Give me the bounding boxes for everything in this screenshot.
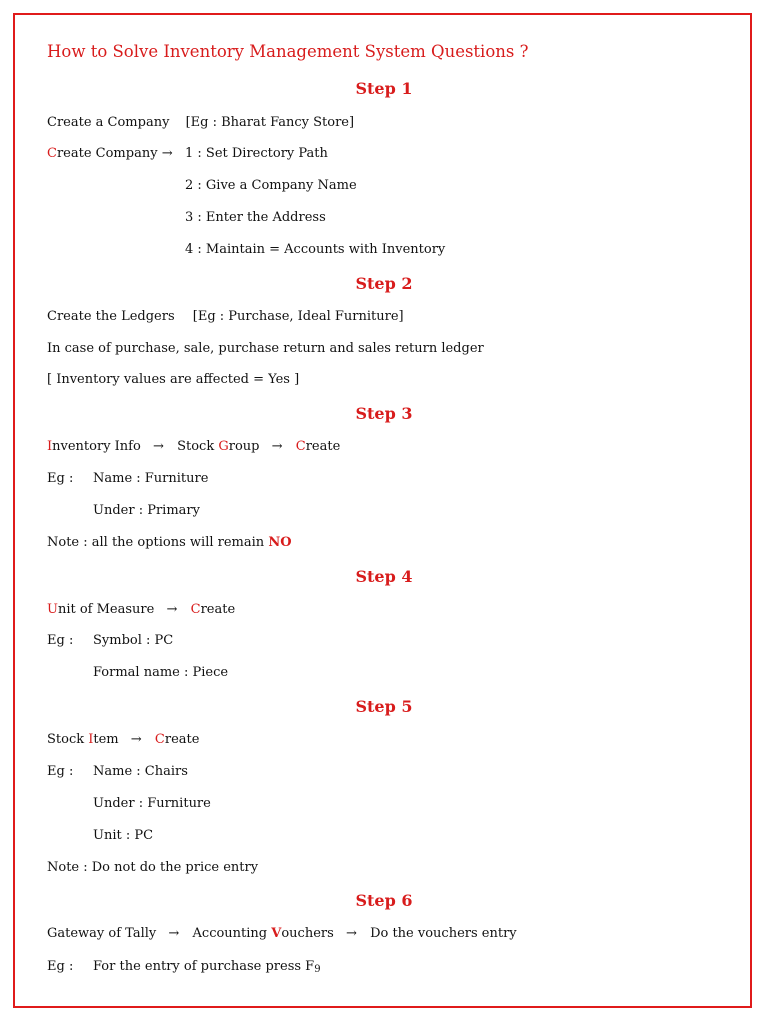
step-5-unit: Unit : PC xyxy=(93,828,154,843)
step-6-f9-subscript: 9 xyxy=(314,964,321,975)
arrow-right-icon: → xyxy=(271,439,283,454)
step-4-text: reate xyxy=(200,602,236,617)
arrow-right-icon: → xyxy=(168,926,180,941)
step-2-text: Create the Ledgers xyxy=(47,309,175,324)
step-5-text: tem xyxy=(93,732,119,747)
step-4-highlight: U xyxy=(47,602,58,617)
step-1-item-3: 3 : Enter the Address xyxy=(185,210,326,225)
step-4-heading: Step 4 xyxy=(355,567,413,586)
step-6-heading: Step 6 xyxy=(355,891,413,910)
arrow-right-icon: → xyxy=(130,732,142,747)
step-1-text: reate Company xyxy=(56,146,158,161)
step-3-eg-label: Eg : xyxy=(47,471,74,486)
step-6-text: For the entry of purchase press F xyxy=(93,959,315,974)
page-title: How to Solve Inventory Management System Questions ? xyxy=(47,42,529,61)
step-1-line-2 xyxy=(47,146,174,161)
step-3-highlight: G xyxy=(218,439,229,454)
step-5-highlight: C xyxy=(154,732,165,747)
step-1-item-1: 1 : Set Directory Path xyxy=(185,146,328,161)
step-6-text: ouchers xyxy=(281,926,334,941)
step-6-eg-label: Eg : xyxy=(47,959,74,974)
step-4-symbol: Symbol : PC xyxy=(93,633,174,648)
step-3-under: Under : Primary xyxy=(93,503,200,518)
step-4-line-1 xyxy=(47,602,235,617)
step-5-text: reate xyxy=(164,732,200,747)
step-1-heading: Step 1 xyxy=(355,79,413,98)
step-3-heading: Step 3 xyxy=(355,404,413,423)
step-5-note: Note : Do not do the price entry xyxy=(47,860,259,875)
step-3-line-1 xyxy=(47,439,340,454)
step-4-eg-label: Eg : xyxy=(47,633,74,648)
step-1-example: [Eg : Bharat Fancy Store] xyxy=(185,115,355,130)
step-2-line-1 xyxy=(47,309,404,324)
step-1-line-1 xyxy=(47,115,354,130)
step-1-highlight: C xyxy=(47,146,57,161)
step-3-name: Name : Furniture xyxy=(93,471,209,486)
arrow-right-icon: → xyxy=(161,146,173,161)
step-3-highlight: I xyxy=(47,439,53,454)
step-6-highlight: V xyxy=(271,926,282,941)
step-5-highlight: I xyxy=(88,732,94,747)
step-6-purchase-entry xyxy=(93,959,321,975)
step-1-item-2: 2 : Give a Company Name xyxy=(185,178,357,193)
step-3-text: roup xyxy=(228,439,260,454)
step-4-text: nit of Measure xyxy=(57,602,155,617)
step-2-heading: Step 2 xyxy=(355,274,413,293)
step-3-note-no: NO xyxy=(268,535,292,550)
step-3-text: Stock xyxy=(177,439,219,454)
step-6-text: Do the vouchers entry xyxy=(370,926,517,941)
step-2-example: [Eg : Purchase, Ideal Furniture] xyxy=(192,309,404,324)
step-5-heading: Step 5 xyxy=(355,697,413,716)
step-3-note-text: Note : all the options will remain xyxy=(47,535,269,550)
step-6-text: Accounting xyxy=(192,926,272,941)
step-4-formal-name: Formal name : Piece xyxy=(93,665,229,680)
step-3-text: nventory Info xyxy=(52,439,141,454)
step-3-note xyxy=(47,535,292,550)
arrow-right-icon: → xyxy=(166,602,178,617)
arrow-right-icon: → xyxy=(152,439,164,454)
step-6-line-1 xyxy=(47,926,517,941)
step-1-text: Create a Company xyxy=(47,115,170,130)
step-2-line-2: In case of purchase, sale, purchase return and sales return ledger xyxy=(47,341,484,356)
step-5-name: Name : Chairs xyxy=(93,764,188,779)
step-5-text: Stock xyxy=(47,732,89,747)
step-2-line-3: [ Inventory values are affected = Yes ] xyxy=(47,372,300,387)
step-5-line-1 xyxy=(47,732,199,747)
arrow-right-icon: → xyxy=(345,926,357,941)
step-5-under: Under : Furniture xyxy=(93,796,211,811)
step-6-text: Gateway of Tally xyxy=(47,926,157,941)
step-4-highlight: C xyxy=(190,602,201,617)
step-5-eg-label: Eg : xyxy=(47,764,74,779)
step-3-highlight: C xyxy=(295,439,306,454)
step-3-text: reate xyxy=(305,439,341,454)
step-1-item-4: 4 : Maintain = Accounts with Inventory xyxy=(185,242,446,257)
